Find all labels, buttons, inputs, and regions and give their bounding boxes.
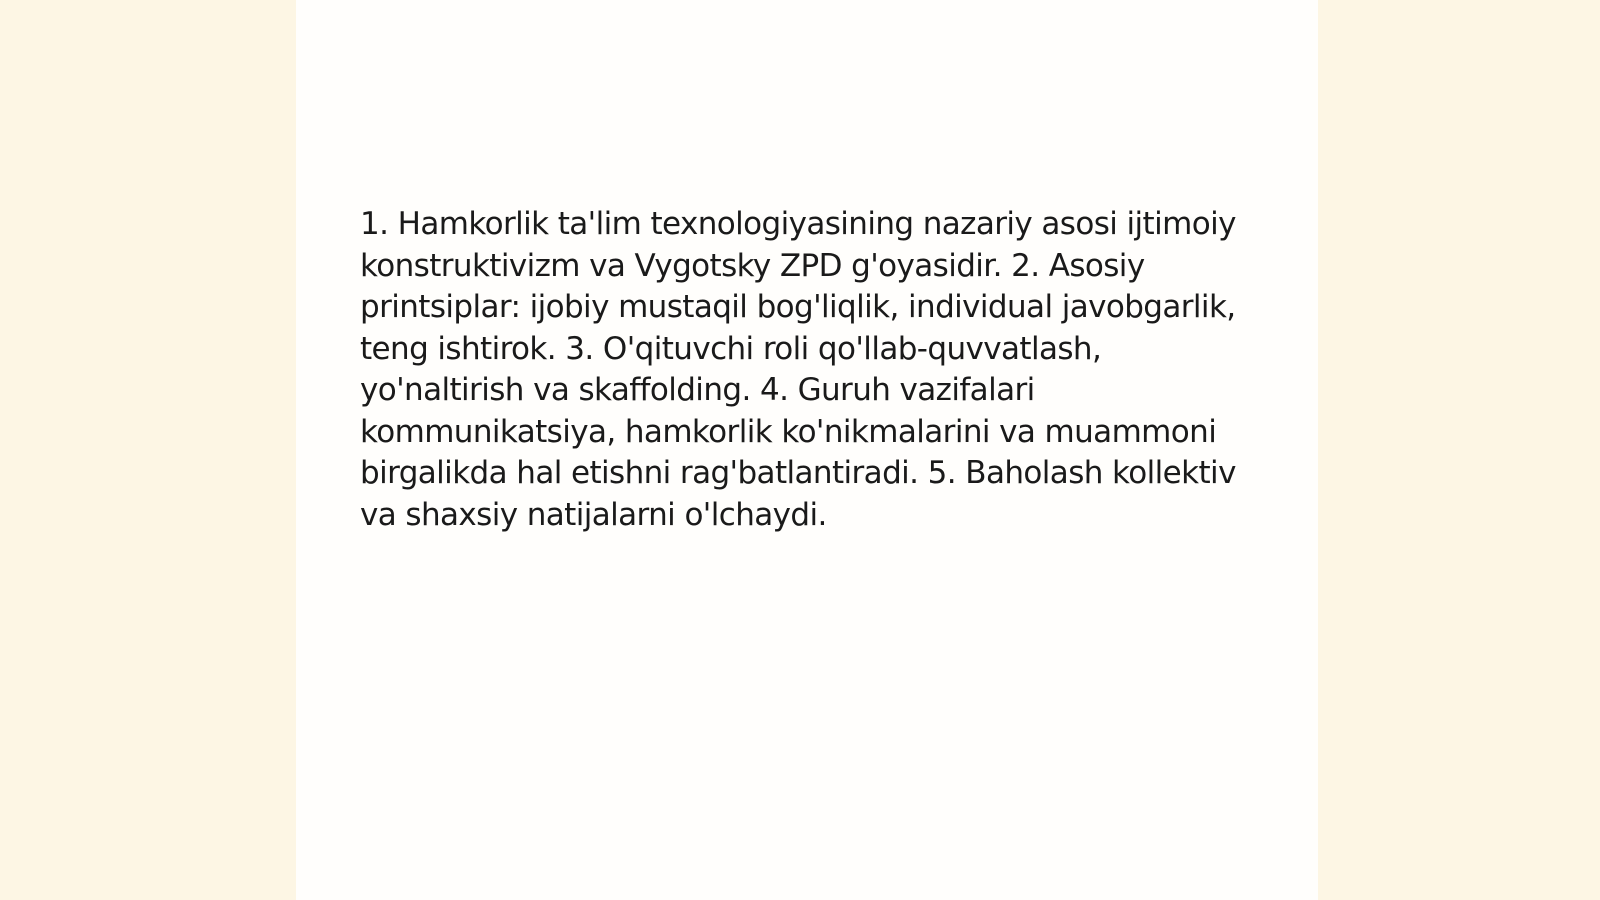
slide-body-text[interactable]: 1. Hamkorlik ta'lim texnologiyasining nazariy asosi ijtimoiy konstruktivizm va Vygotsky ZPD g'oyasidir. 2. Asosiy printsiplar: ijobiy mustaqil bog'liqlik, individual javobgarlik, teng ishtirok. 3. O'qituvchi roli qo'llab-quvvatlash, yo'naltirish va skaffolding. 4. Guruh vazifalari kommunikatsiya, hamkorlik ko'nikmalarini va muammoni birgalikda hal etishni rag'batlantiradi. 5. Baholash kollektiv va shaxsiy natijalarni o'lchaydi. xyxy=(360,206,1236,533)
slide-canvas xyxy=(296,0,1318,900)
